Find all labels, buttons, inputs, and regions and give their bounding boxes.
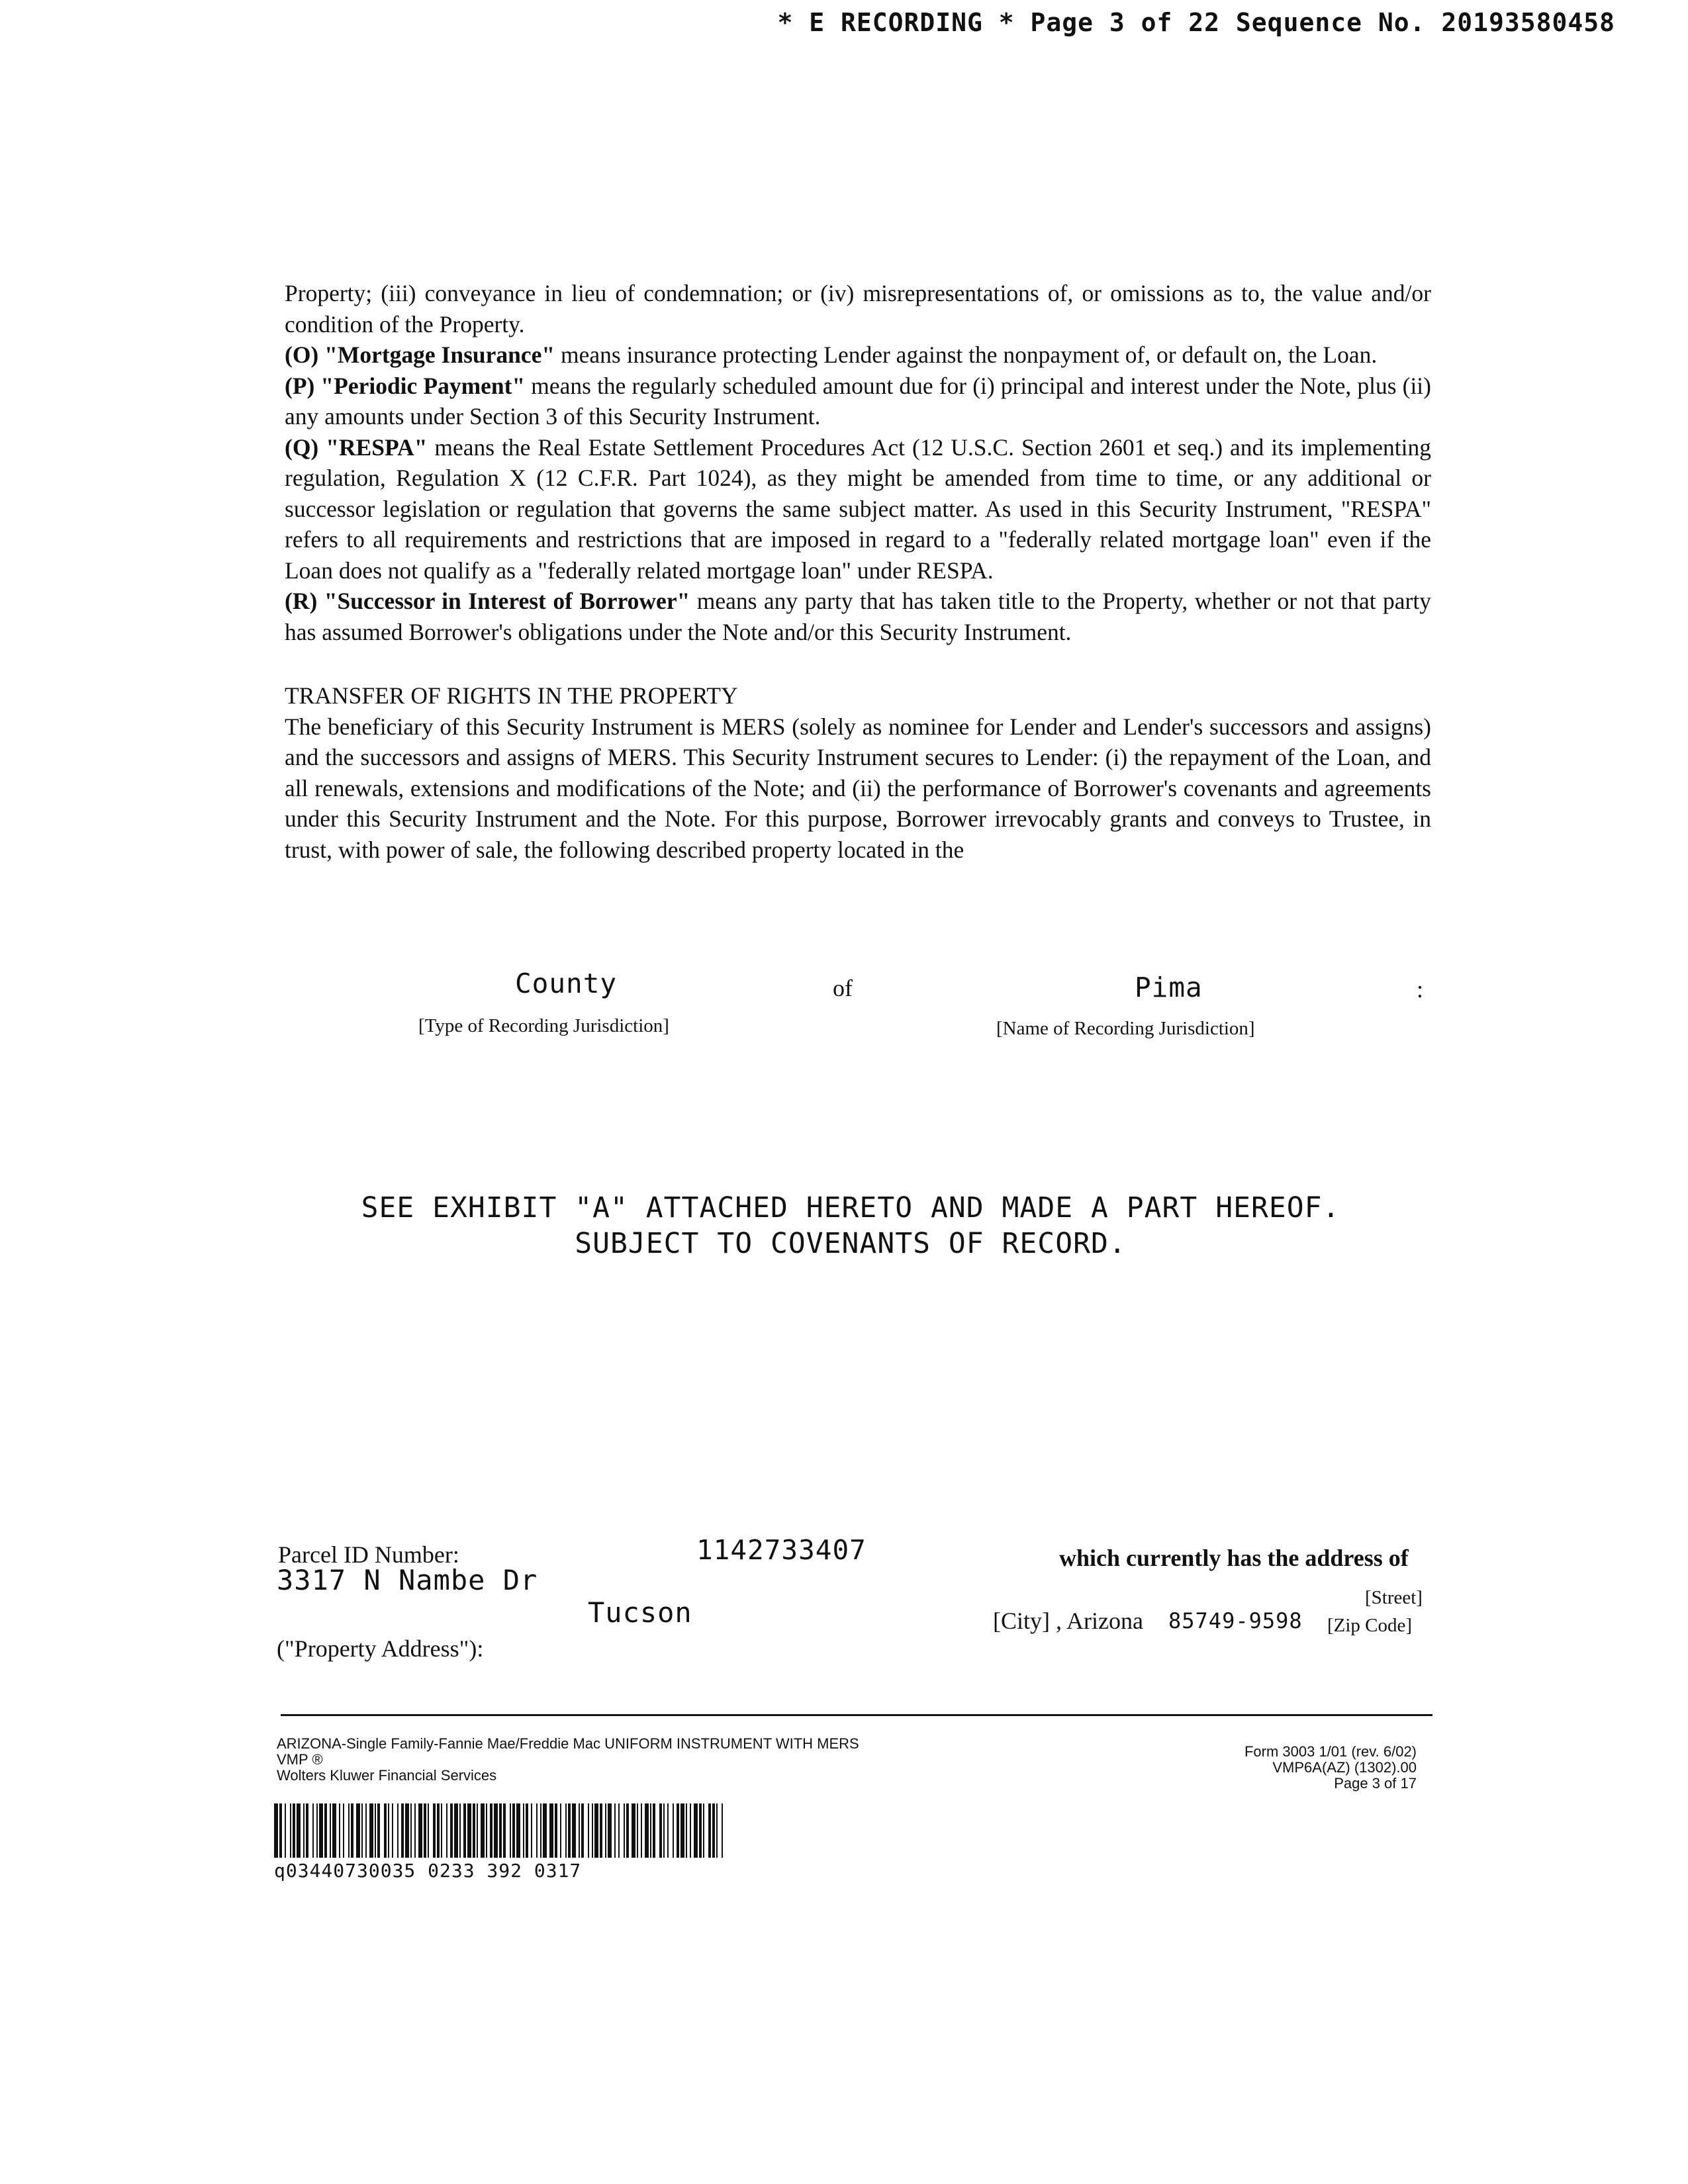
jurisdiction-type-label: [Type of Recording Jurisdiction]	[418, 1015, 669, 1036]
recording-header: * E RECORDING * Page 3 of 22 Sequence No. 20193580458	[777, 8, 1615, 37]
definition-q-text: means the Real Estate Settlement Procedures Act (12 U.S.C. Section 2601 et seq.) and its implementing regulation, Regulation X (12 C.F.R. Part 1024), as they might be amended from time to time, or any additional or successor legislation or regulation that governs the same subject matter. As used in this Security Instrument, "RESPA" refers to all requirements and restrictions that are imposed in regard to a "federally related mortgage loan" even if the Loan does not qualify as a "federally related mortgage loan" under RESPA.	[285, 433, 1431, 584]
definition-p-text: means the regularly scheduled amount due for (i) principal and interest under the Note, plus (ii) any amounts under Section 3 of this Security Instrument.	[285, 372, 1431, 430]
form-code: VMP6A(AZ) (1302).00	[1272, 1759, 1417, 1776]
jurisdiction-name-value: Pima	[1135, 972, 1203, 1003]
definition-r-text: means any party that has taken title to the Property, whether or not that party has assumed Borrower's obligations under the Note and/or this Security Instrument.	[285, 588, 1431, 645]
jurisdiction-type-value: County	[515, 968, 618, 999]
city-state-label: [City] , Arizona	[993, 1608, 1143, 1634]
definition-p-term: (P) "Periodic Payment"	[285, 372, 526, 399]
exhibit-notice	[357, 1190, 1344, 1261]
jurisdiction-name-label: [Name of Recording Jurisdiction]	[996, 1018, 1255, 1039]
zip-code-label: [Zip Code]	[1327, 1615, 1413, 1636]
definition-q	[285, 432, 1431, 586]
publisher-name: Wolters Kluwer Financial Services	[277, 1767, 497, 1784]
definition-r-term: (R) "Successor in Interest of Borrower"	[285, 588, 690, 614]
barcode-image	[274, 1803, 724, 1858]
transfer-paragraph: The beneficiary of this Security Instrument is MERS (solely as nominee for Lender and Lender's successors and assigns) and the successors and assigns of MERS. This Security Instrument secures to Lender: (i) the repayment of the Loan, and all renewals, extensions and modifications of the Note; and (ii) the performance of Borrower's covenants and agreements under this Security Instrument and the Note. For this purpose, Borrower irrevocably grants and conveys to Trustee, in trust, with power of sale, the following described property located in the	[285, 713, 1431, 863]
property-address-label: ("Property Address"):	[277, 1635, 484, 1662]
vmp-mark: VMP ®	[277, 1751, 323, 1768]
page-number: Page 3 of 17	[1334, 1775, 1417, 1792]
footer-left	[277, 1736, 1005, 1784]
address-intro: which currently has the address of	[1059, 1545, 1409, 1571]
form-title: ARIZONA-Single Family-Fannie Mae/Freddie Mac UNIFORM INSTRUMENT WITH MERS	[277, 1735, 859, 1752]
definition-p	[285, 371, 1431, 432]
exhibit-line-1: SEE EXHIBIT "A" ATTACHED HERETO AND MADE A PART HEREOF.	[361, 1191, 1340, 1224]
parcel-id-number: 1142733407	[696, 1534, 867, 1566]
parcel-id-label: Parcel ID Number:	[278, 1541, 459, 1568]
definition-o	[285, 340, 1431, 371]
definition-o-term: (O) "Mortgage Insurance"	[285, 341, 555, 368]
barcode-number: q03440730035 0233 392 0317	[274, 1860, 582, 1882]
definition-q-term: (Q) "RESPA"	[285, 433, 428, 461]
property-city: Tucson	[588, 1596, 692, 1629]
definition-o-text: means insurance protecting Lender against the nonpayment of, or default on, the Loan.	[555, 341, 1378, 368]
property-street: 3317 N Nambe Dr	[277, 1564, 538, 1596]
jurisdiction-of-word: of	[833, 975, 853, 1001]
property-zip: 85749-9598	[1168, 1608, 1303, 1633]
form-number: Form 3003 1/01 (rev. 6/02)	[1244, 1743, 1417, 1760]
footer-right	[1059, 1744, 1417, 1792]
street-label: [Street]	[1365, 1587, 1423, 1608]
footer-rule	[281, 1714, 1432, 1716]
definition-r	[285, 586, 1431, 647]
paragraph-continuation: Property; (iii) conveyance in lieu of condemnation; or (iv) misrepresentations of, or omissions as to, the value and/or condition of the Property.	[285, 280, 1431, 338]
body-text	[285, 278, 1431, 865]
exhibit-line-2: SUBJECT TO COVENANTS OF RECORD.	[575, 1227, 1127, 1260]
jurisdiction-colon: :	[1417, 976, 1424, 1003]
section-heading: TRANSFER OF RIGHTS IN THE PROPERTY	[285, 682, 738, 709]
